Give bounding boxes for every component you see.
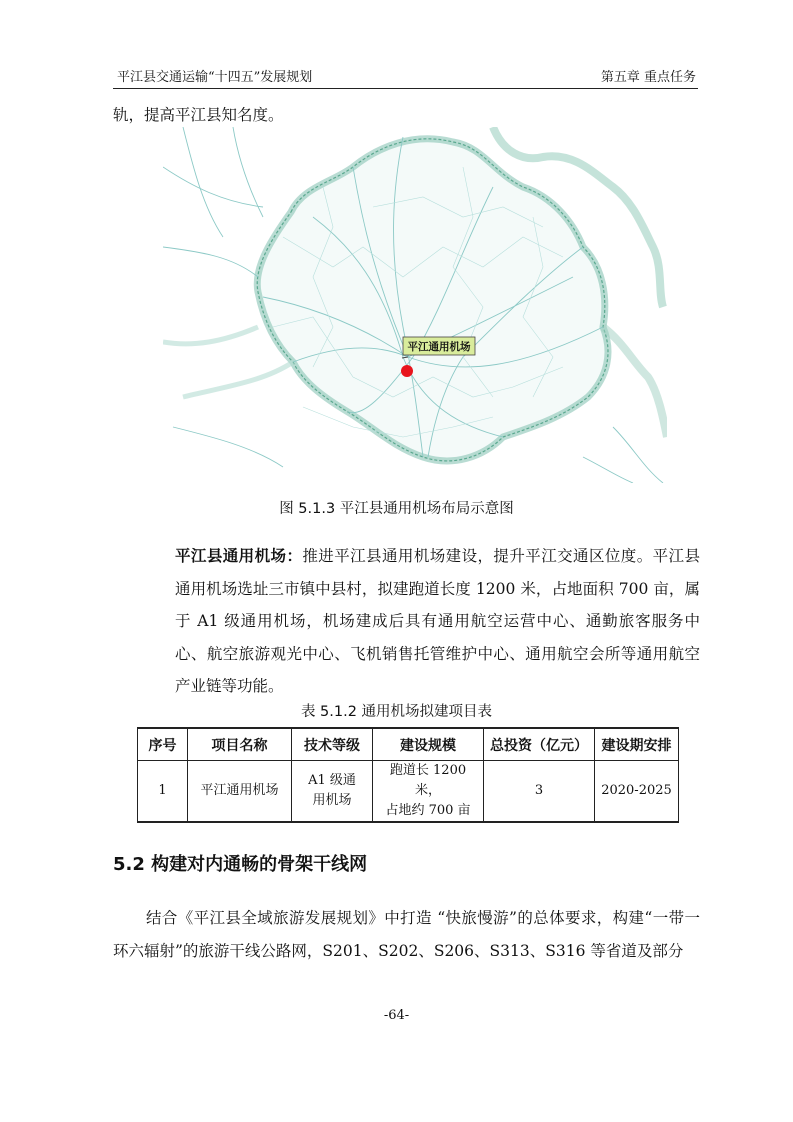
col-header: 序号 — [138, 728, 188, 761]
cell-no: 1 — [138, 761, 188, 823]
map-graphic — [163, 127, 667, 483]
airport-callout — [402, 337, 475, 358]
airport-paragraph — [175, 540, 700, 703]
intro-line: 轨，提高平江县知名度。 — [113, 106, 284, 124]
section-heading: 5.2 构建对内通畅的骨架干线网 — [113, 854, 368, 875]
paragraph-lead: 平江县通用机场： — [175, 547, 303, 565]
header-chapter: 第五章 重点任务 — [600, 70, 696, 85]
scale-line: 占地约 700 亩 — [385, 803, 471, 818]
page-number: -64- — [383, 1008, 410, 1023]
col-header: 建设规模 — [373, 728, 484, 761]
table-header-row — [138, 728, 679, 761]
table-row — [138, 761, 679, 823]
airport-marker — [401, 365, 413, 377]
county-map — [163, 127, 667, 483]
col-header: 总投资（亿元） — [484, 728, 595, 761]
cell-scale — [373, 761, 484, 823]
grade-line: 用机场 — [312, 793, 352, 808]
table-caption: 表 5.1.2 通用机场拟建项目表 — [300, 704, 493, 720]
paragraph-text: 推进平江县通用机场建设，提升平江交通区位度。平江县通用机场选址三市镇中县村，拟建跑道长度 1200 米，占地面积 700 亩，属于 A1 级通用机场，机场建成后具有通用航空运营中心、通勤旅客服务中心、航空旅游观光中心、飞机销售托管维护中心、通用航空会所等通用航空产业链等功能。 — [175, 547, 700, 695]
header-title: 平江县交通运输“十四五”发展规划 — [117, 70, 313, 85]
cell-name: 平江通用机场 — [188, 761, 292, 823]
col-header: 技术等级 — [292, 728, 373, 761]
cell-period: 2020-2025 — [595, 761, 679, 823]
figure-caption: 图 5.1.3 平江县通用机场布局示意图 — [279, 501, 514, 517]
cell-investment: 3 — [484, 761, 595, 823]
scale-line: 跑道长 1200 米， — [389, 763, 467, 798]
section-paragraph: 结合《平江县全域旅游发展规划》中打造 “快旅慢游”的总体要求，构建“一带一环六辐射”的旅游干线公路网，S201、S202、S206、S313、S316 等省道及部分 — [113, 909, 700, 960]
project-table — [137, 727, 679, 823]
cell-grade — [292, 761, 373, 823]
callout-label: 平江通用机场 — [407, 341, 471, 353]
col-header: 项目名称 — [188, 728, 292, 761]
header-rule — [113, 88, 698, 89]
col-header: 建设期安排 — [595, 728, 679, 761]
grade-line: A1 级通 — [308, 773, 356, 788]
